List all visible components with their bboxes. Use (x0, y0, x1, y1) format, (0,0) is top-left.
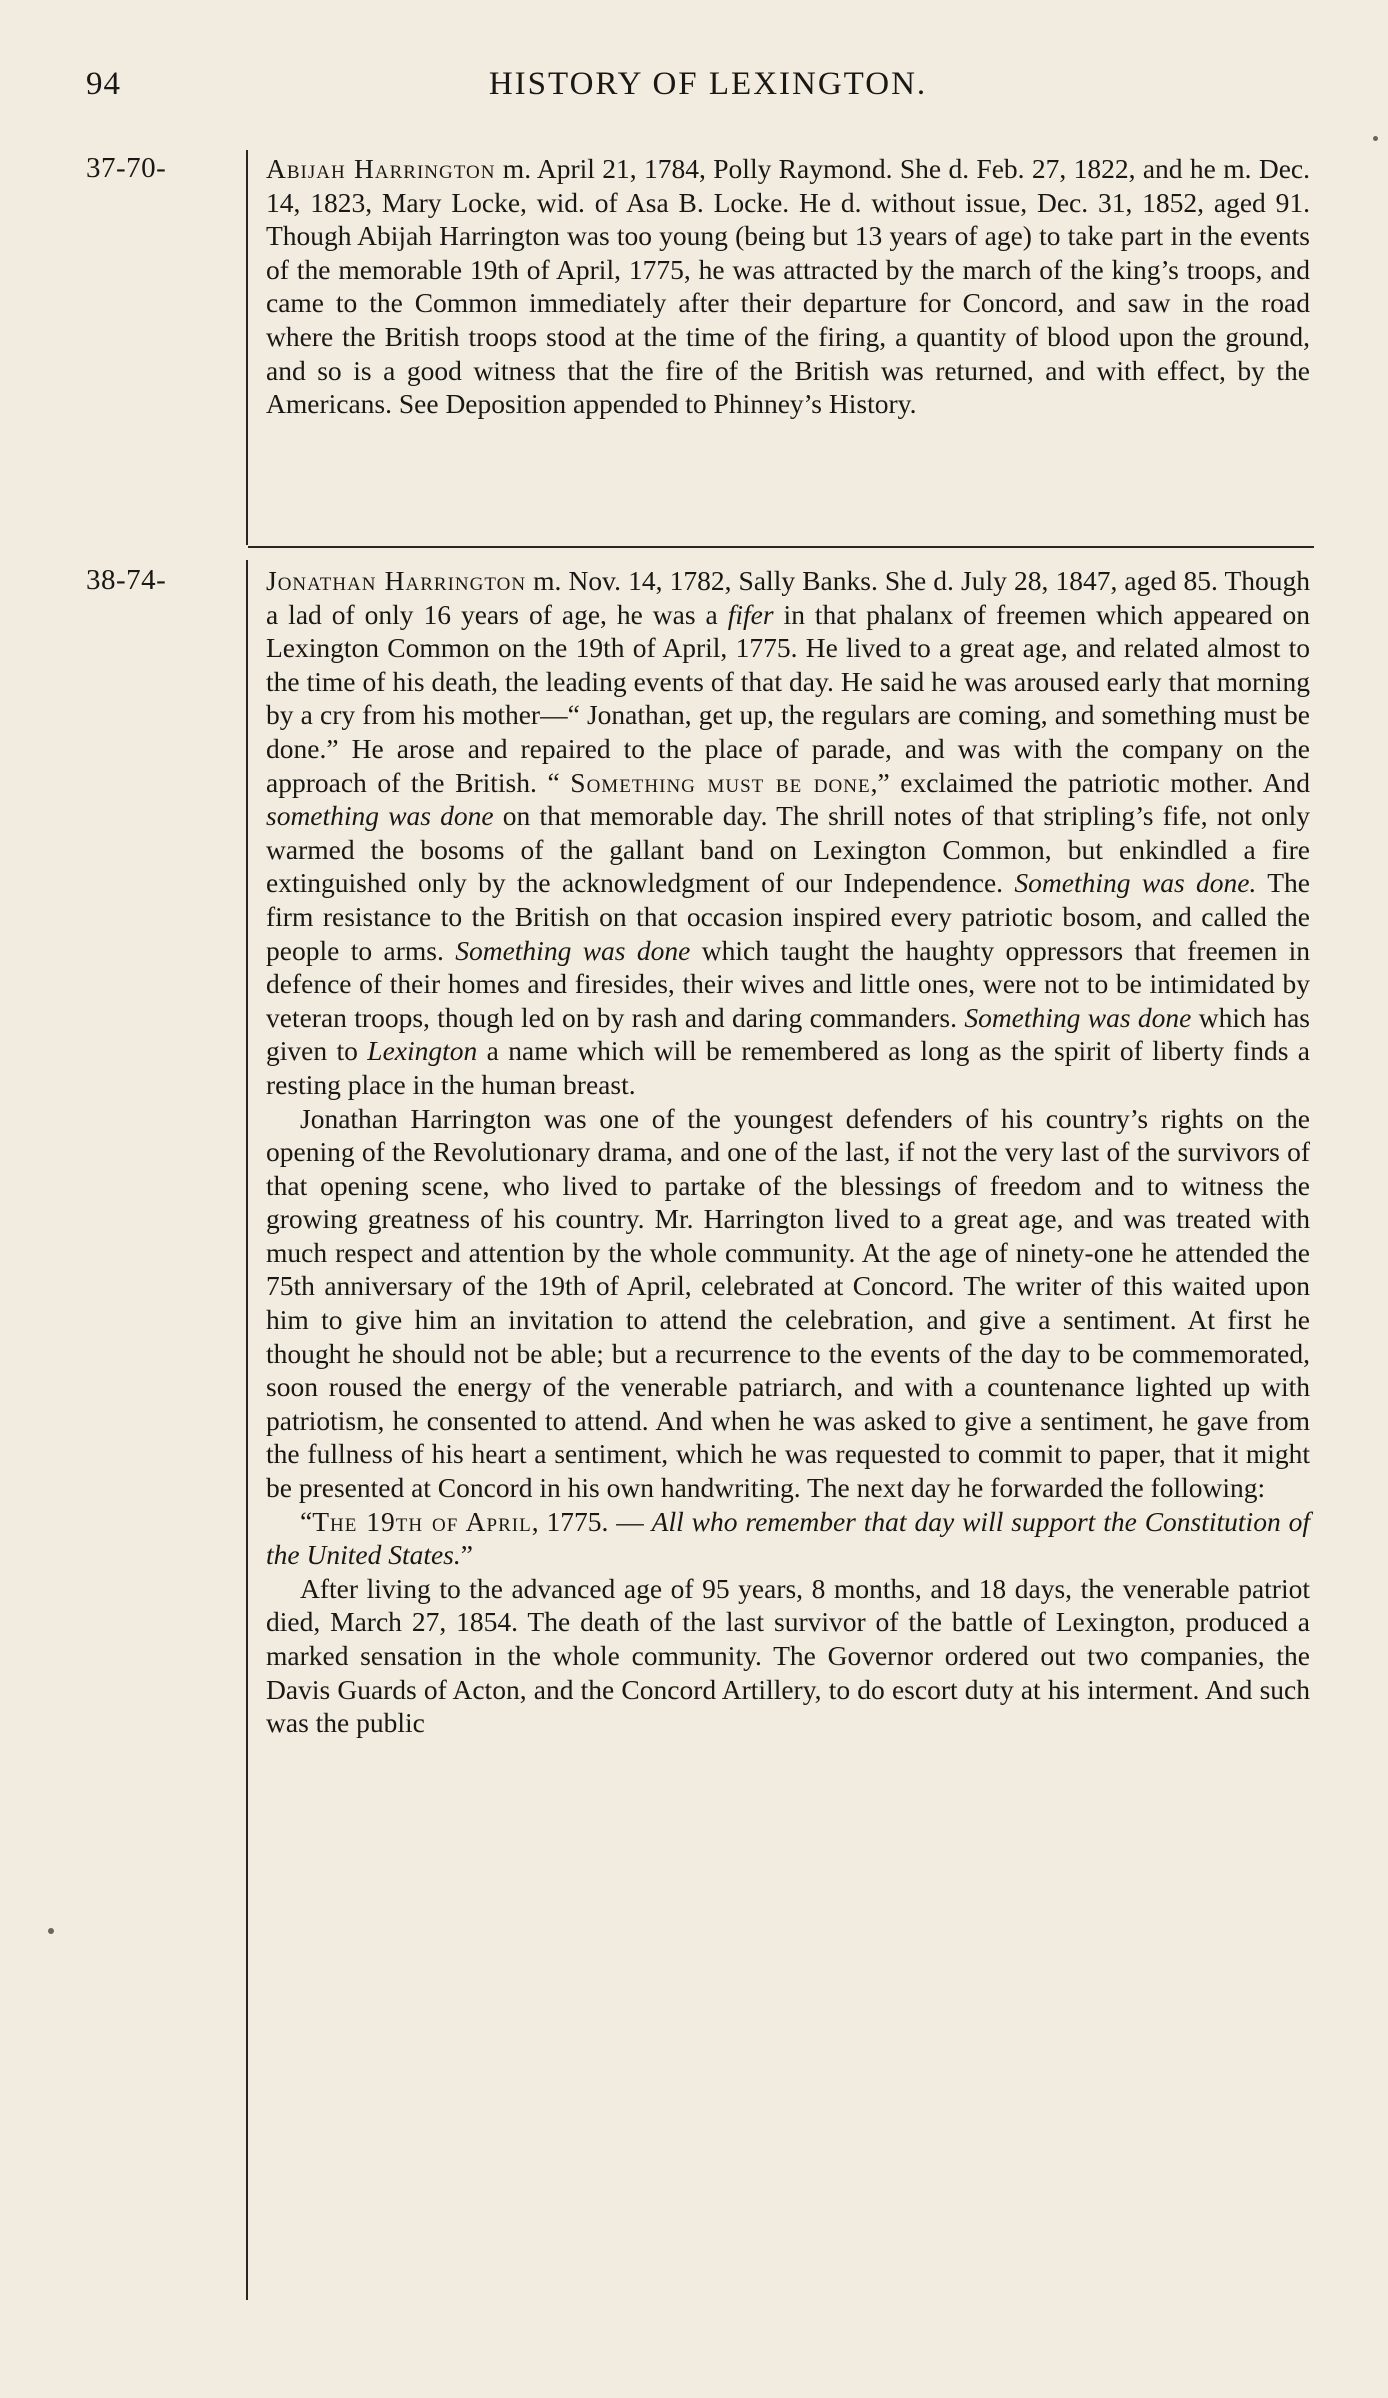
text-run: The firm resistance to the British on that occasion inspired every patriotic bosom, and called the people to arms. (266, 867, 1310, 966)
italic-text-run: Something was done (455, 934, 691, 966)
italic-text-run: All who remember that day will support the Constitution of the United States. (266, 1505, 1310, 1571)
text-run: m. April 21, 1784, Polly Raymond. She d. Feb. 27, 1822, and he m. Dec. 14, 1823, Mary Locke, wid. of Asa B. Locke. He d. without issue, Dec. 31, 1852, aged 91. Though Abijah Harrington was too young (being but 13 years of age) to take part in the events of the memorable 19th of April, 1775, he was attracted by the march of the king’s troops, and came to the Common immediately after their departure for Concord, and saw in the road where the British troops stood at the time of the firing, a quantity of blood upon the ground, and so is a good witness that the fire of the British was returned, and with effect, by the Americans. See Deposition appended to Phinney’s History. (266, 153, 1310, 420)
italic-text-run: fifer (727, 598, 774, 630)
text-run: which taught the haughty oppressors that freemen in defence of their homes and firesides, their wives and little ones, were not to be intimidated by veteran troops, though led on by rash and daring commanders. (266, 934, 1310, 1033)
page-number: 94 (86, 66, 121, 102)
small-caps-text-run: Abijah Harrington (266, 153, 496, 184)
entry-number-37-70: 37-70- (86, 152, 167, 184)
text-run: Jonathan Harrington was one of the youngest defenders of his country’s rights on the opening of the Revolutionary drama, and one of the last, if not the very last of the survivors of that opening scene, who lived to partake of the blessings of freedom and to witness the growing greatness of his country. Mr. Harrington lived to a great age, and was treated with much respect and attention by the whole community. At the age of ninety-one he attended the 75th anniversary of the 19th of April, celebrated at Concord. The writer of this waited upon him to give him an invitation to attend the celebration, and give a sentiment. At first he thought he should not be able; but a recurrence to the events of the day to be commemorated, soon roused the energy of the venerable patriarch, and with a countenance lighted up with patriotism, he consented to attend. And when he was asked to give a sentiment, he gave from the fullness of his heart a sentiment, which he was requested to commit to paper, that it might be presented at Concord in his own handwriting. The next day he forwarded the following: (266, 1102, 1310, 1504)
running-head (86, 66, 1330, 116)
entry-paragraph (266, 1572, 1310, 1740)
italic-text-run: Something was done. (1014, 867, 1257, 899)
entry-paragraph (266, 1102, 1310, 1505)
text-run: “ (300, 1505, 313, 1537)
entry-abijah-harrington (266, 152, 1310, 421)
italic-text-run: Lexington (367, 1035, 478, 1067)
text-run: a name which will be remembered as long as the spirit of liberty finds a resting place in the human breast. (266, 1035, 1310, 1100)
text-run: on that memorable day. The shrill notes of that stripling’s fife, not only warmed the bosoms of the gallant band on Lexington Common, but enkindled a fire extinguished only by the acknowledgment of our Independence. (266, 800, 1310, 899)
entry-column-rule (246, 150, 248, 545)
entry-number-38-74: 38-74- (86, 564, 167, 596)
italic-text-run: something was done (266, 800, 494, 832)
entry-jonathan-harrington (266, 564, 1310, 1740)
small-caps-text-run: Jonathan Harrington (266, 565, 527, 596)
text-run: m. Nov. 14, 1782, Sally Banks. She d. July 28, 1847, aged 85. Though a lad of only 16 years of age, he was a (266, 565, 1310, 630)
paper-speck (1373, 136, 1378, 141)
small-caps-text-run: Something must be done (570, 766, 871, 798)
text-run: which has given to (266, 1001, 1310, 1067)
text-run: in that phalanx of freemen which appeared on Lexington Common on the 19th of April, 1775. He lived to a great age, and related almost to the time of his death, the leading events of that day. He said he was aroused early that morning by a cry from his mother—“ Jonathan, get up, the regulars are coming, and something must be done.” He arose and repaired to the place of parade, and was with the company on the approach of the British. “ (266, 598, 1310, 798)
text-run: ” (460, 1539, 473, 1571)
small-caps-text-run: The 19th of April (312, 1505, 532, 1537)
running-title: HISTORY OF LEXINGTON. (488, 66, 928, 102)
paper-speck (48, 1928, 54, 1934)
entry-paragraph (266, 1505, 1310, 1572)
text-run: , 1775. — (531, 1505, 652, 1537)
entry-divider-rule (248, 546, 1314, 548)
entry-paragraph (266, 152, 1310, 421)
text-run: ,” exclaimed the patriotic mother. And (870, 766, 1310, 798)
italic-text-run: Something was done (964, 1001, 1192, 1033)
text-run: After living to the advanced age of 95 years, 8 months, and 18 days, the venerable patriot died, March 27, 1854. The death of the last survivor of the battle of Lexington, produced a marked sensation in the whole community. The Governor ordered out two companies, the Davis Guards of Acton, and the Concord Artillery, to do escort duty at his interment. And such was the public (266, 1572, 1310, 1739)
entry-paragraph (266, 564, 1310, 1102)
entry-column-rule (246, 560, 248, 2300)
